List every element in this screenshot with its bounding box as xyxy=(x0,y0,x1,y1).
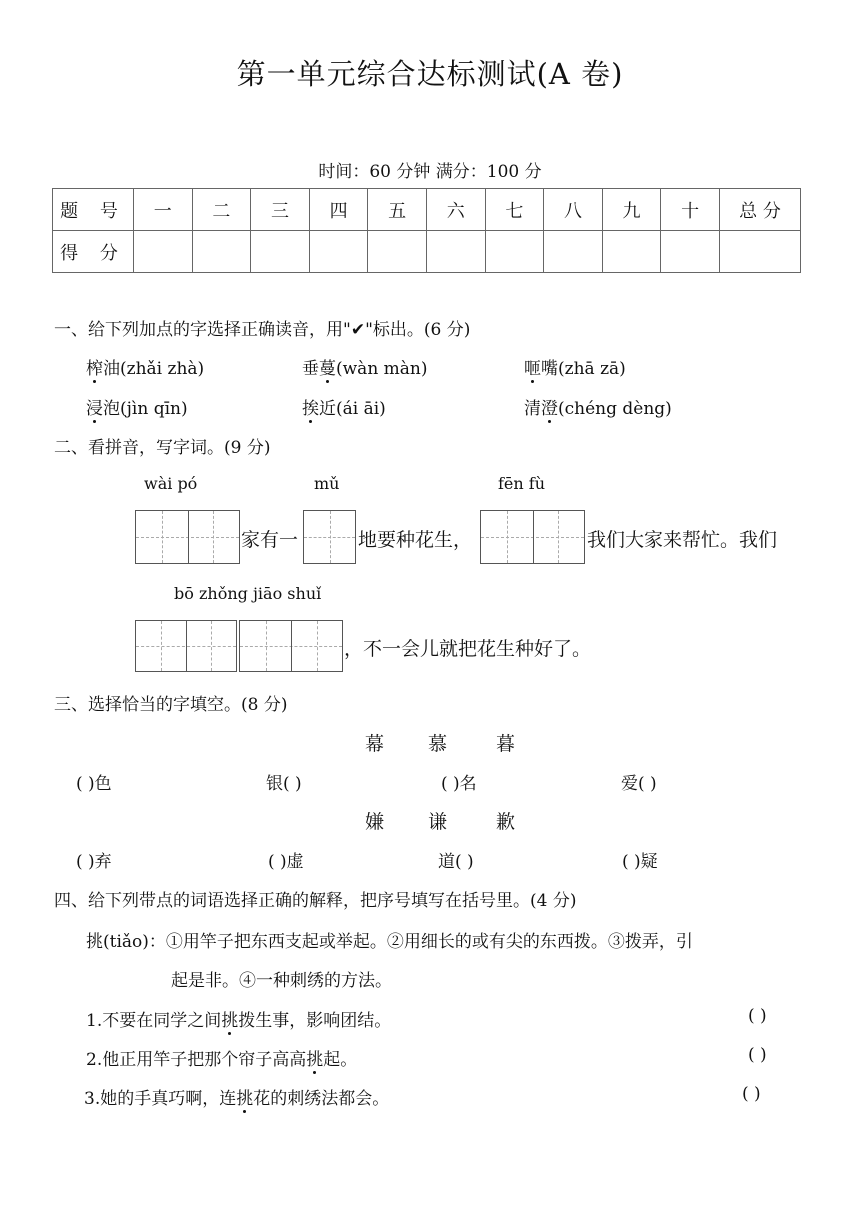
fill-blank[interactable]: ( )弃 xyxy=(76,852,112,872)
score-input-cell[interactable] xyxy=(720,231,801,273)
q1-item-pre: 清 xyxy=(524,399,541,419)
answer-blank[interactable]: ( ) xyxy=(748,1045,767,1065)
answer-blank[interactable]: ( ) xyxy=(742,1084,761,1104)
fill-blank[interactable]: ( )色 xyxy=(76,774,112,794)
score-input-cell[interactable] xyxy=(251,231,310,273)
q1-item-post: 嘴(zhā zā) xyxy=(541,359,626,379)
q1-item-post: 泡(jìn qīn) xyxy=(103,399,188,419)
table-cell: 十 xyxy=(661,189,720,231)
score-input-cell[interactable] xyxy=(544,231,603,273)
q1-item-post: 油(zhǎi zhà) xyxy=(103,359,205,379)
score-input-cell[interactable] xyxy=(426,231,485,273)
q4-sentence: 1.不要在同学之间挑拨生事，影响团结。 xyxy=(86,1006,391,1031)
answer-blank[interactable]: ( ) xyxy=(748,1006,767,1026)
q2-heading: 二、看拼音，写字词。(9 分) xyxy=(54,438,271,458)
table-cell: 题 号 xyxy=(53,189,134,231)
q1-item-pre: 垂 xyxy=(302,359,319,379)
pinyin-label: wài pó xyxy=(144,474,198,493)
q1-item-dotted-char: 咂 xyxy=(524,354,541,379)
pinyin-label: mǔ xyxy=(314,474,340,493)
table-cell: 七 xyxy=(485,189,544,231)
q1-item-dotted-char: 榨 xyxy=(86,354,103,379)
fill-blank[interactable]: 爱( ) xyxy=(621,774,657,794)
q1-item[interactable] xyxy=(302,354,428,379)
option-char: 慕 xyxy=(428,733,448,755)
fill-blank[interactable]: 银( ) xyxy=(266,774,302,794)
table-cell: 五 xyxy=(368,189,427,231)
q1-item[interactable] xyxy=(524,354,626,379)
q3-heading: 三、选择恰当的字填空。(8 分) xyxy=(54,695,288,715)
table-cell: 总 分 xyxy=(720,189,801,231)
table-cell: 二 xyxy=(192,189,251,231)
q4-heading: 四、给下列带点的词语选择正确的解释，把序号填写在括号里。(4 分) xyxy=(54,891,577,911)
tianzige-box[interactable] xyxy=(135,510,240,564)
q2-text: 家有一 xyxy=(241,529,299,551)
q2-text: ，不一会儿就把花生种好了。 xyxy=(344,638,592,660)
q4-dotted-char: 挑 xyxy=(221,1006,238,1031)
q4-sentence: 3.她的手真巧啊，连挑花的刺绣法都会。 xyxy=(84,1084,389,1109)
q1-item-post: (chéng dèng) xyxy=(558,399,672,419)
q1-item[interactable] xyxy=(86,354,204,379)
page-title: 第一单元综合达标测试(A 卷) xyxy=(236,57,624,91)
q2-text: 我们大家来帮忙。我们 xyxy=(587,529,778,551)
option-char: 谦 xyxy=(428,811,448,833)
table-cell: 三 xyxy=(251,189,310,231)
q1-item-dotted-char: 澄 xyxy=(541,394,558,419)
table-cell: 八 xyxy=(544,189,603,231)
pinyin-label: bō zhǒng jiāo shuǐ xyxy=(174,584,322,603)
tianzige-box[interactable] xyxy=(239,620,343,672)
tianzige-box[interactable] xyxy=(135,620,237,672)
q1-item-post: (wàn màn) xyxy=(336,359,428,379)
option-char: 幕 xyxy=(365,733,385,755)
table-cell: 一 xyxy=(134,189,193,231)
q1-item-post: 近(ái āi) xyxy=(319,399,386,419)
option-char: 暮 xyxy=(496,733,516,755)
q4-definition: 起是非。④一种刺绣的方法。 xyxy=(171,971,392,991)
option-char: 歉 xyxy=(496,811,516,833)
score-input-cell[interactable] xyxy=(309,231,368,273)
q4-dotted-char: 挑 xyxy=(236,1084,253,1109)
table-cell: 九 xyxy=(602,189,661,231)
tianzige-box[interactable] xyxy=(303,510,356,564)
q1-heading: 一、给下列加点的字选择正确读音，用"✔"标出。(6 分) xyxy=(54,320,471,340)
score-input-cell[interactable] xyxy=(134,231,193,273)
q1-item-dotted-char: 蔓 xyxy=(319,354,336,379)
score-input-cell[interactable] xyxy=(661,231,720,273)
q1-item-dotted-char: 浸 xyxy=(86,394,103,419)
q1-item[interactable] xyxy=(86,394,188,419)
score-table-header-row xyxy=(53,189,801,231)
q4-definition: 挑(tiǎo)：①用竿子把东西支起或举起。②用细长的或有尖的东西拨。③拨弄，引 xyxy=(86,932,693,952)
exam-meta: 时间：60 分钟 满分：100 分 xyxy=(318,162,542,182)
tianzige-box[interactable] xyxy=(480,510,585,564)
table-cell: 六 xyxy=(426,189,485,231)
pinyin-label: fēn fù xyxy=(498,474,546,493)
q1-item[interactable] xyxy=(524,394,672,419)
q4-dotted-char: 挑 xyxy=(306,1045,323,1070)
score-input-cell[interactable] xyxy=(485,231,544,273)
table-cell: 四 xyxy=(309,189,368,231)
score-input-cell[interactable] xyxy=(368,231,427,273)
score-table xyxy=(52,188,801,273)
score-input-cell[interactable] xyxy=(602,231,661,273)
q4-sentence: 2.他正用竿子把那个帘子高高挑起。 xyxy=(86,1045,357,1070)
score-table-score-row xyxy=(53,231,801,273)
q1-item[interactable] xyxy=(302,394,386,419)
option-char: 嫌 xyxy=(365,811,385,833)
q1-item-dotted-char: 挨 xyxy=(302,394,319,419)
fill-blank[interactable]: ( )名 xyxy=(441,774,477,794)
fill-blank[interactable]: ( )疑 xyxy=(622,852,658,872)
fill-blank[interactable]: 道( ) xyxy=(438,852,474,872)
fill-blank[interactable]: ( )虚 xyxy=(268,852,304,872)
table-cell: 得 分 xyxy=(53,231,134,273)
q2-text: 地要种花生， xyxy=(358,529,473,551)
score-input-cell[interactable] xyxy=(192,231,251,273)
